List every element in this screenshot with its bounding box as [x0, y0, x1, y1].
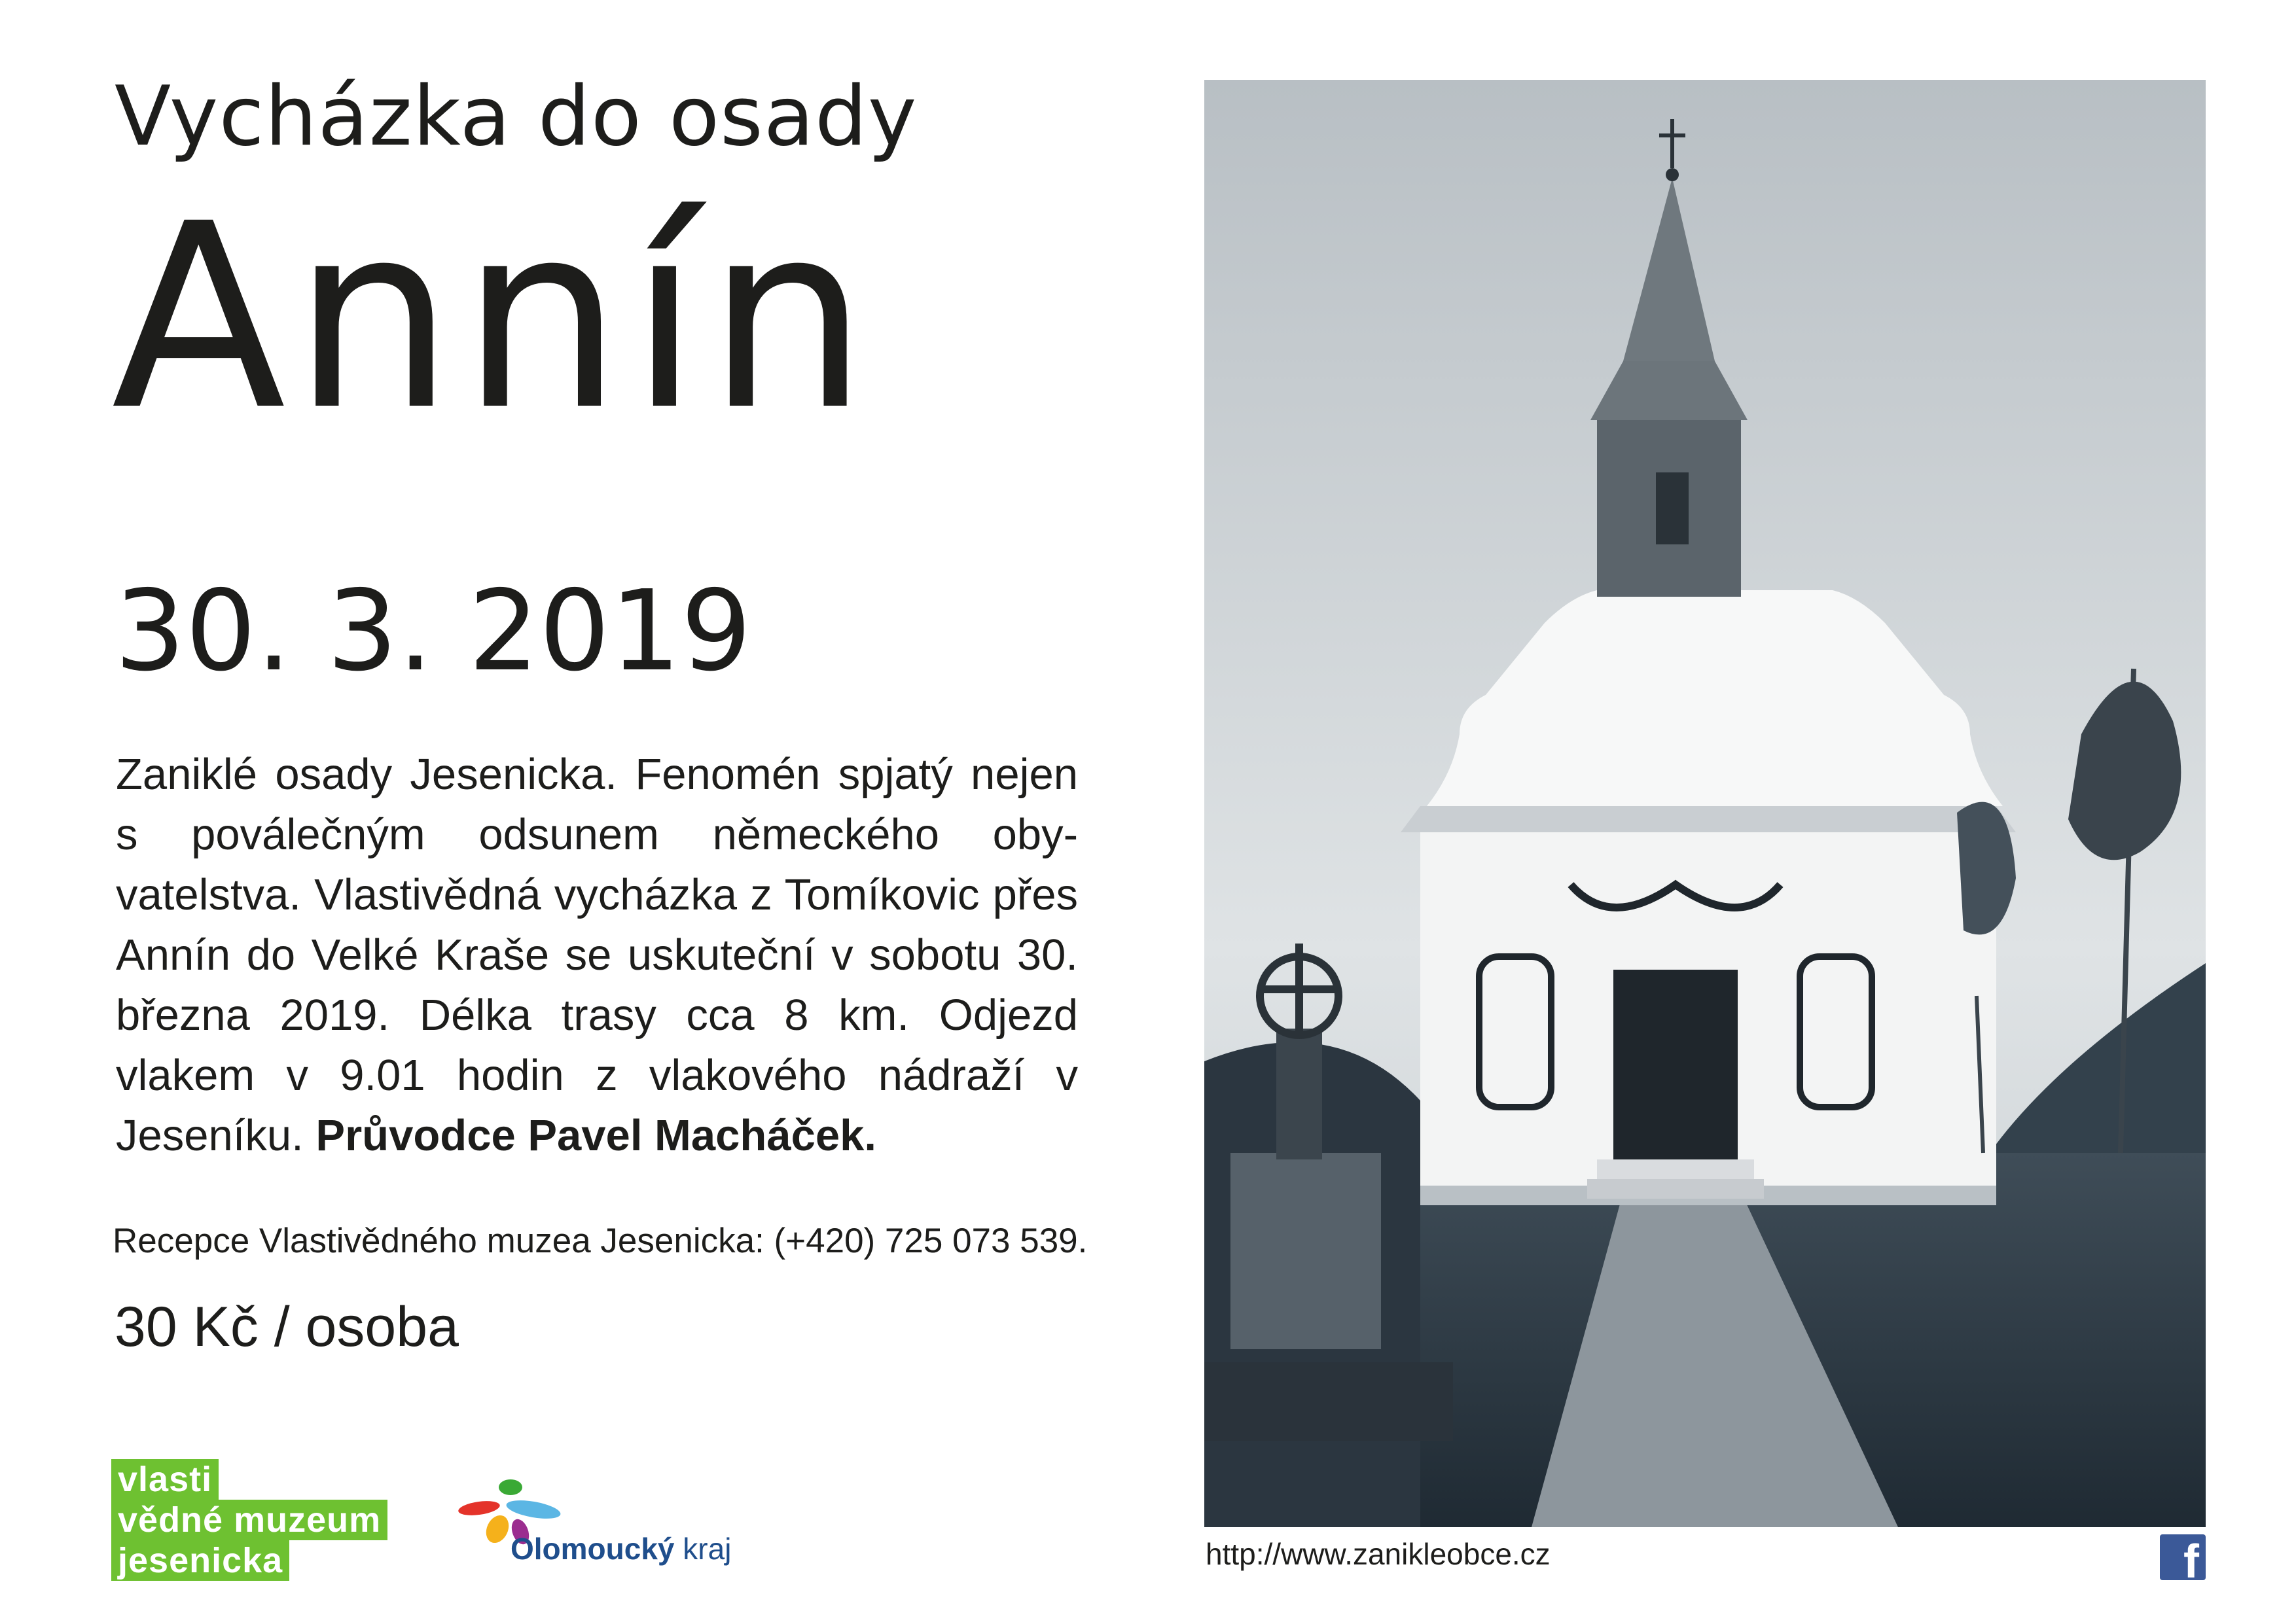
region-logo-name: Olomoucký kraj: [511, 1532, 732, 1566]
event-date: 30. 3. 2019: [115, 567, 752, 696]
facebook-icon[interactable]: [2160, 1534, 2206, 1580]
event-title: Annín: [111, 169, 875, 466]
description-text: Zaniklé osady Jesenicka. Fenomén spjatý nejen s poválečným odsunem německého obyvatelstva. Vlastivědná vycházka z Tomíkovic přes Annín do Velké Kraše se uskuteční v sobotu 30. března 2019. Délka trasy cca 8 km. Odjezd vlakem v 9.01 hodin z vlakového nádraží v Jeseníku.: [116, 750, 1078, 1160]
website-url[interactable]: http://www.zanikleobce.cz: [1206, 1537, 1551, 1571]
guide-name: Průvodce Pavel Macháček.: [315, 1111, 876, 1160]
church-photo: [1204, 80, 2206, 1527]
facebook-glyph: f: [2183, 1536, 2199, 1580]
region-logo: [452, 1475, 759, 1574]
museum-logo-line: vlasti: [111, 1459, 219, 1500]
reception-contact: Recepce Vlastivědného muzea Jesenicka: (+420) 725 073 539.: [113, 1222, 1088, 1260]
event-subtitle: Vycházka do osady: [115, 68, 918, 164]
museum-logo-line: vědné muzeum: [111, 1500, 387, 1540]
event-description: [116, 745, 1078, 1166]
price: 30 Kč / osoba: [115, 1296, 459, 1358]
museum-logo-line: jesenicka: [111, 1540, 289, 1581]
